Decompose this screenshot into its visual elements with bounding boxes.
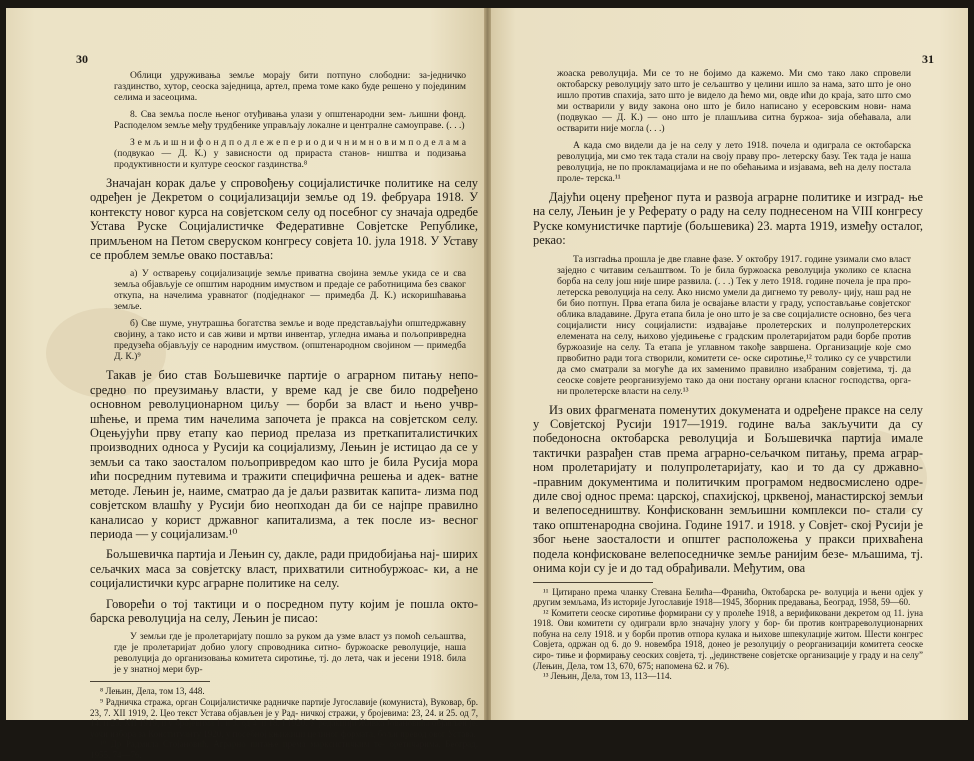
book-spread <box>6 8 968 760</box>
footnote-rule <box>533 582 653 583</box>
body-paragraph: Из ових фрагмената поменутих докумената и одређене праксе на селу у Совјетској Русији 1917—1919. године ваља закључити да су победоносна октобарска револуција и Бољшевичка партија имале тактички разрађен став према аграрно-сељачком питању, према аграр- ном пролетаријату и полупролетаријату, као и то да су државно- -правним документима и политичким програмом недвосмислено одре- диле свој однос према: царској, спахијској, црквеној, манастирској земљи и велепоседништву. Конфискованн земљишни комплекси по- стали су тако општенародна својина. Године 1917. и 1918. у Совјет- ској Русији је због њене заосталости и општег расположења у пракси прихваћена подела конфисковане велепоседничке земље ранијим безе- мљашима, тј. онима који су је и до тад обрађивали. Међутим, ова <box>533 402 923 576</box>
footnote: ¹² Комитети сеоске сиротиње формирани су у пролеће 1918, а верификовани декретом од 11. јуна 1918. Ови комитети су одиграли врло значајну улогу у бор- би против контрареволуционарних побуна на селу 1918. и у борби против отпора кулака и њихове шпекулације житом. Шести конгрес Совјета, одржан од 6. до 9. новембра 1918, донео је резолуцију о реорганизацији комитета сеоске сиро- тиње и формирању сеоских совјета, тј. „јединствене совјетске организације у граду и на селу” (Лењин, Дела, том 13, 670, 675; напомена 62. и 76). <box>533 607 923 671</box>
body-paragraph: Дајући оцену пређеног пута и развоја аграрне политике и изград- ње на селу, Лењин је у Реферату о раду на селу поднесеном на VIII конгресу Руске комунистичке партије (бољшевика) 23. марта 1919, између осталог, рекао: <box>533 190 923 248</box>
block-quote: З е м љ и ш н и ф о н д п о д л е ж е п е р и о д и ч н и м н о в и м п о д е л а м а (подвукао — Д. К.) у зависности од прираста станов- ништва и подизања продуктивности и културе сеоског газдинства.⁸ <box>114 137 466 170</box>
block-quote: А када смо видели да је на селу у лето 1918. почела и одиграла се октобарска револуција, ми смо тек тада стали на своју праву про- летерску базу. Тек тада је наша револуција, не по прокламацијама и не по обећањима и изјавама, већ на делу постала проле- терска.¹¹ <box>557 140 911 184</box>
footnote: ¹¹ Цитирано према чланку Стевана Белића—Франића, Октобарска ре- волуција и њени одјек у другим земљама, Из историје Југославије 1918—1945, Зборник предавања, Београд, 1958, 59—60. <box>533 586 923 608</box>
footnote: ¹⁰ Др Радмила Стојановић, Аграрно питање према марксистичким те- оретичарима, Београд, 1955, 74—76. <box>90 739 478 760</box>
book-gutter <box>484 8 491 720</box>
block-quote: 8. Сва земља после њеног отуђивања улази у општенародни зем- љишни фонд. Расподелом земље међу трудбенике управљају локалне и централне самоуправе. (. . .) <box>114 109 466 131</box>
footnote: ¹³ Лењин, Дела, том 13, 113—114. <box>543 671 672 682</box>
block-quote: У земљи где је пролетаријату пошло за руком да узме власт уз помоћ сељаштва, где је пролетаријат добио улогу спроводника ситно- буржоаске револуције, наша револуција до организовања комитета сиротиње, тј. до лета, чак и јесени 1918. била је у знатној мери бур- <box>114 631 466 676</box>
block-quote: жоаска револуција. Ми се то не бојимо да кажемо. Ми смо тако лако спровели октобарску револуцију зато што је сељаштво у целини ишло за нама, зато што је оно ишло против спахија, зато што је видело да ћемо ми, овде ићи до краја, зато што смо ми остварили у виду закона оно што је било написано у есеровским нови- нама (подвукао — Д. К.) — оно што је плашљива ситна буржоа- зија обећавала, али остварити није могла (. . .) <box>557 68 911 134</box>
page-number: 30 <box>76 52 88 66</box>
footnote: ⁸ Лењин, Дела, том 13, 448. <box>100 686 205 697</box>
right-text-column <box>533 68 923 682</box>
body-paragraph: Такав је био став Бољшевичке партије о аграрном питању непо- средно по преузимању власти, у време кад је све било подређено основном револуционарном циљу — борби за власт и њено учвр- шћење, и према тим начелима започета је пракса на совјетском селу. Оцењујући прву етапу као период прелаза из преткапиталистичких производних односа у Русији ка социјализму, Лењин је истицао да се у земљи са тако заосталом пољопривредом као што је била Русија мора ићи посредним путевима и тражити специфична решења и адек- ватне методе. Лењин је, наиме, сматрао да је даљи развитак капита- лизма под совјетском влашћу у Русији био неопходан да би се најпре правилно каналисао у корист државног капитализма, а тек после из- весног периода — у социјализам.¹⁰ <box>90 368 478 541</box>
right-page <box>487 8 968 720</box>
footnote-rule <box>90 681 210 682</box>
body-paragraph: Говорећи о тој тактици и о посредном путу којим је пошла окто- барска револуција на селу, Лењин је писао: <box>90 596 478 625</box>
page-number: 31 <box>922 52 934 66</box>
footnote: ⁹ Радничка стража, орган Социјалистичке радничке партије Југославије (комуниста), Вуковар, бр. 23, 7. XII 1919, 2. Цео текст Устава објављен је у Рад- ничкој стражи, у бројевима: 23, 24. и 25. од 7, 14. и 25. XII 1919, и у бројевима 1. и 3. од 4. и 18. I 1920. У редакцији Живка Јовановића објављен је, уочи избора за Конституанту 1920, у посебној књижици целиног формата, бољи превод овог Устава. <box>90 696 478 739</box>
block-quote: Та изгradња прошла је две главне фазе. У октобру 1917. године узимали смо власт заједно с читавим сељаштвом. То је била буржоаска револуција уколико се класна борба на селу још није шире развила. (. . .) Тек у лето 1918. године почела је пра про- летерска револуција на селу. Ако нисмо умели да дигнемо ту револу- цију, наш рад не би био потпун. Прва етапа била је освајање власти у граду, успостављање совјетског облика владавине. Друга етапа била је оно што је за све социјалисте основно, без чега социјалисти нису социјалисти: издвајање пролетерских и полупролетерских елемената на селу, њихово уједињење с градским пролетаријатом ради борбе против буржоазије на селу. Та етапа је углавном такође завршена. Организације које смо првобитно ради тога створили, комитети се- оске сиротиње,¹² толико су се учврстили да смо сматрали за могуће да их заменимо правилно изабраним совјетима, тј. да сеоске совјете реорганизујемо тако да они постану органи класног господства, орга- ни пролетерске власти на селу.¹³ <box>557 253 911 397</box>
block-quote: а) У остварењу социјализације земље приватна својина земље укида се и сва земља објављује се општим народним имуством и предаје се работницима без сваког откупа, на начелима уравнатог (подједнаког — примедба Д. К.) искоришћавања земље. <box>114 268 466 313</box>
left-text-column <box>90 70 478 761</box>
block-quote: Облици удруживања земље морају бити потпуно слободни: за-једничко газдинство, хутор, сеоска заједница, артел, према томе како буде решено у појединим селима и засеоцима. <box>114 70 466 103</box>
block-quote: б) Све шуме, унутрашња богатства земље и воде представљајући општедржавну својину, а тако исто и сав живи и мртви инвентар, угледна имања и пољопривредна предузећа објављују се народним имуством. (општенародном својином — примедба Д. К.)⁹ <box>114 318 466 363</box>
body-paragraph: Значајан корак даље у спровођењу социјалистичке политике на селу одређен је Декретом о социјализацији земље од 19. фебруара 1918. У контексту новог курса на совјетском селу од посебног су значаја одредбе Устава Руске Социјалистичке Федеративне Совјетске Републике, примљеном на Петом сверуском конгресу совјета 10. јула 1918. У Уставу се проблем земље овако постављa: <box>90 176 478 263</box>
body-paragraph: Бољшевичка партија и Лењин су, дакле, ради придобијања нај- ширих сељачких маса за совјетску власт, прихватили ситнобуржоас- ки, а не социјалистички курс аграрне политике на селу. <box>90 547 478 591</box>
left-page <box>6 8 487 760</box>
